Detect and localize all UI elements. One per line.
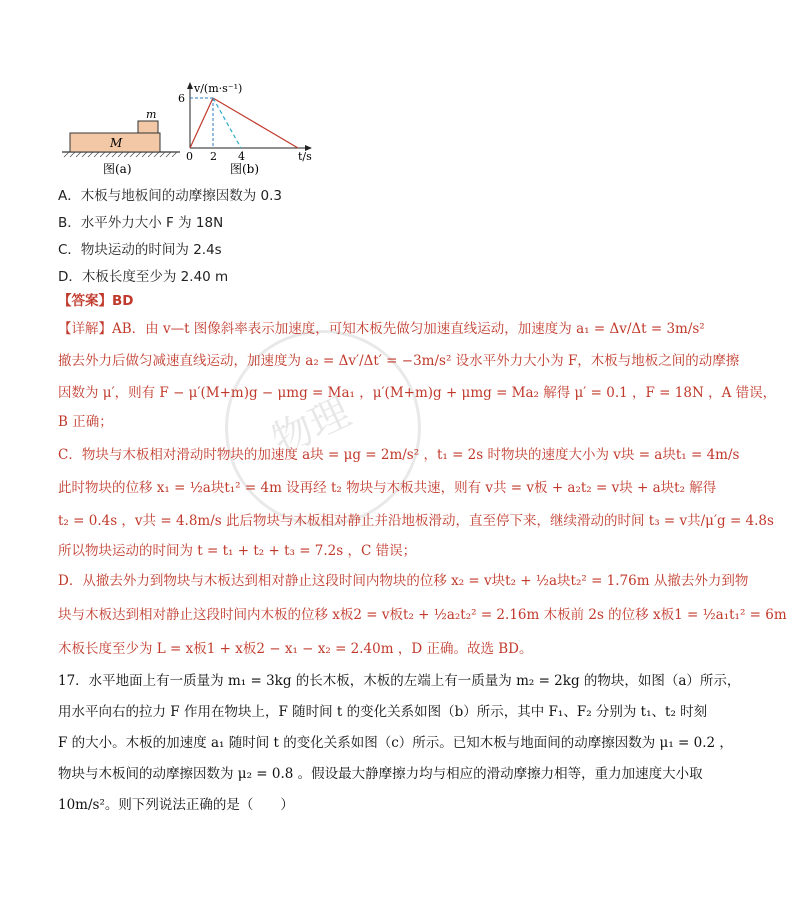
analysis-line-6: 此时物块的位移 x₁ = ½a块t₁² = 4m 设再经 t₂ 物块与木板共速，则有 v共 = v板 + a₂t₂ = v块 + a块t₂ 解得 xyxy=(58,480,717,496)
analysis-line-3: 因数为 μ′，则有 F − μ′(M+m)g − μmg = Ma₁ ，μ′(M+m)g + μmg = Ma₂ 解得 μ′ = 0.1 ，F = 18N ，A 错误， xyxy=(58,385,777,401)
analysis-line-5: C．物块与木板相对滑动时物块的加速度 a块 = μg = 2m/s² ，t₁ = 2s 时物块的速度大小为 v块 = a块t₁ = 4m/s xyxy=(58,447,740,463)
y-tick-6: 6 xyxy=(178,92,185,105)
x-tick-0: 0 xyxy=(186,150,193,163)
x-axis-label: t/s xyxy=(298,150,312,163)
analysis-line-4: B 正确； xyxy=(58,414,113,430)
analysis-line-10: 块与木板达到相对静止这段时间内木板的位移 x板2 = v板t₂ + ½a₂t₂² = 2.16m 木板前 2s 的位移 x板1 = ½a₁t₁² = 6m xyxy=(58,607,787,623)
q17-line-4: 物块与木板间的动摩擦因数为 μ₂ = 0.8 。假设最大静摩擦力均与相应的滑动摩擦力相等，重力加速度大小取 xyxy=(58,766,703,782)
figure-a-b xyxy=(0,0,640,180)
q17-line-1: 17．水平地面上有一质量为 m₁ = 3kg 的长木板，木板的左端上有一质量为 m₂ = 2kg 的物块，如图（a）所示， xyxy=(58,673,741,689)
x-tick-2: 2 xyxy=(210,150,217,163)
block-m-label: m xyxy=(146,108,157,121)
ground xyxy=(62,152,180,157)
option-a: A．木板与地板间的动摩擦因数为 0.3 xyxy=(58,188,282,204)
q17-line-2: 用水平向右的拉力 F 作用在物块上，F 随时间 t 的变化关系如图（b）所示，其中 F₁、F₂ 分别为 t₁、t₂ 时刻 xyxy=(58,704,708,720)
analysis-line-7: t₂ = 0.4s ，v共 = 4.8m/s 此后物块与木板相对静止并沿地板滑动，直至停下来，继续滑动的时间 t₃ = v共/μ′g = 4.8s xyxy=(58,513,774,529)
q17-line-5: 10m/s²。则下列说法正确的是（ ） xyxy=(58,797,294,813)
answer: 【答案】BD xyxy=(58,293,134,309)
x-tick-4: 4 xyxy=(238,150,245,163)
watermark-text: 物理 xyxy=(265,388,358,465)
analysis-line-11: 木板长度至少为 L = x板1 + x板2 − x₁ − x₂ = 2.40m ，D 正确。故选 BD。 xyxy=(58,641,533,657)
analysis-line-9: D．从撤去外力到物块与木板达到相对静止这段时间内物块的位移 x₂ = v块t₂ + ½a块t₂² = 1.76m 从撤去外力到物 xyxy=(58,573,749,589)
analysis-line-8: 所以物块运动的时间为 t = t₁ + t₂ + t₃ = 7.2s ，C 错误； xyxy=(58,543,417,559)
q17-line-3: F 的大小。木板的加速度 a₁ 随时间 t 的变化关系如图（c）所示。已知木板与地面间的动摩擦因数为 μ₁ = 0.2 ， xyxy=(58,735,733,751)
caption-b: 图(b) xyxy=(230,162,260,176)
board-M-label: M xyxy=(110,136,123,150)
option-d: D．木板长度至少为 2.40 m xyxy=(58,269,229,285)
option-c: C．物块运动的时间为 2.4s xyxy=(58,242,222,258)
analysis-line-1: 【详解】AB．由 v—t 图像斜率表示加速度，可知木板先做匀加速直线运动，加速度为 a₁ = Δv/Δt = 3m/s² xyxy=(58,321,705,337)
y-axis-label: v/(m·s⁻¹) xyxy=(194,82,243,95)
caption-a: 图(a) xyxy=(103,162,132,176)
block-m xyxy=(138,121,158,133)
option-b: B．水平外力大小 F 为 18N xyxy=(58,215,224,231)
analysis-line-2: 撤去外力后做匀减速直线运动，加速度为 a₂ = Δv′/Δt′ = −3m/s² 设水平外力大小为 F，木板与地板之间的动摩擦 xyxy=(58,353,740,369)
